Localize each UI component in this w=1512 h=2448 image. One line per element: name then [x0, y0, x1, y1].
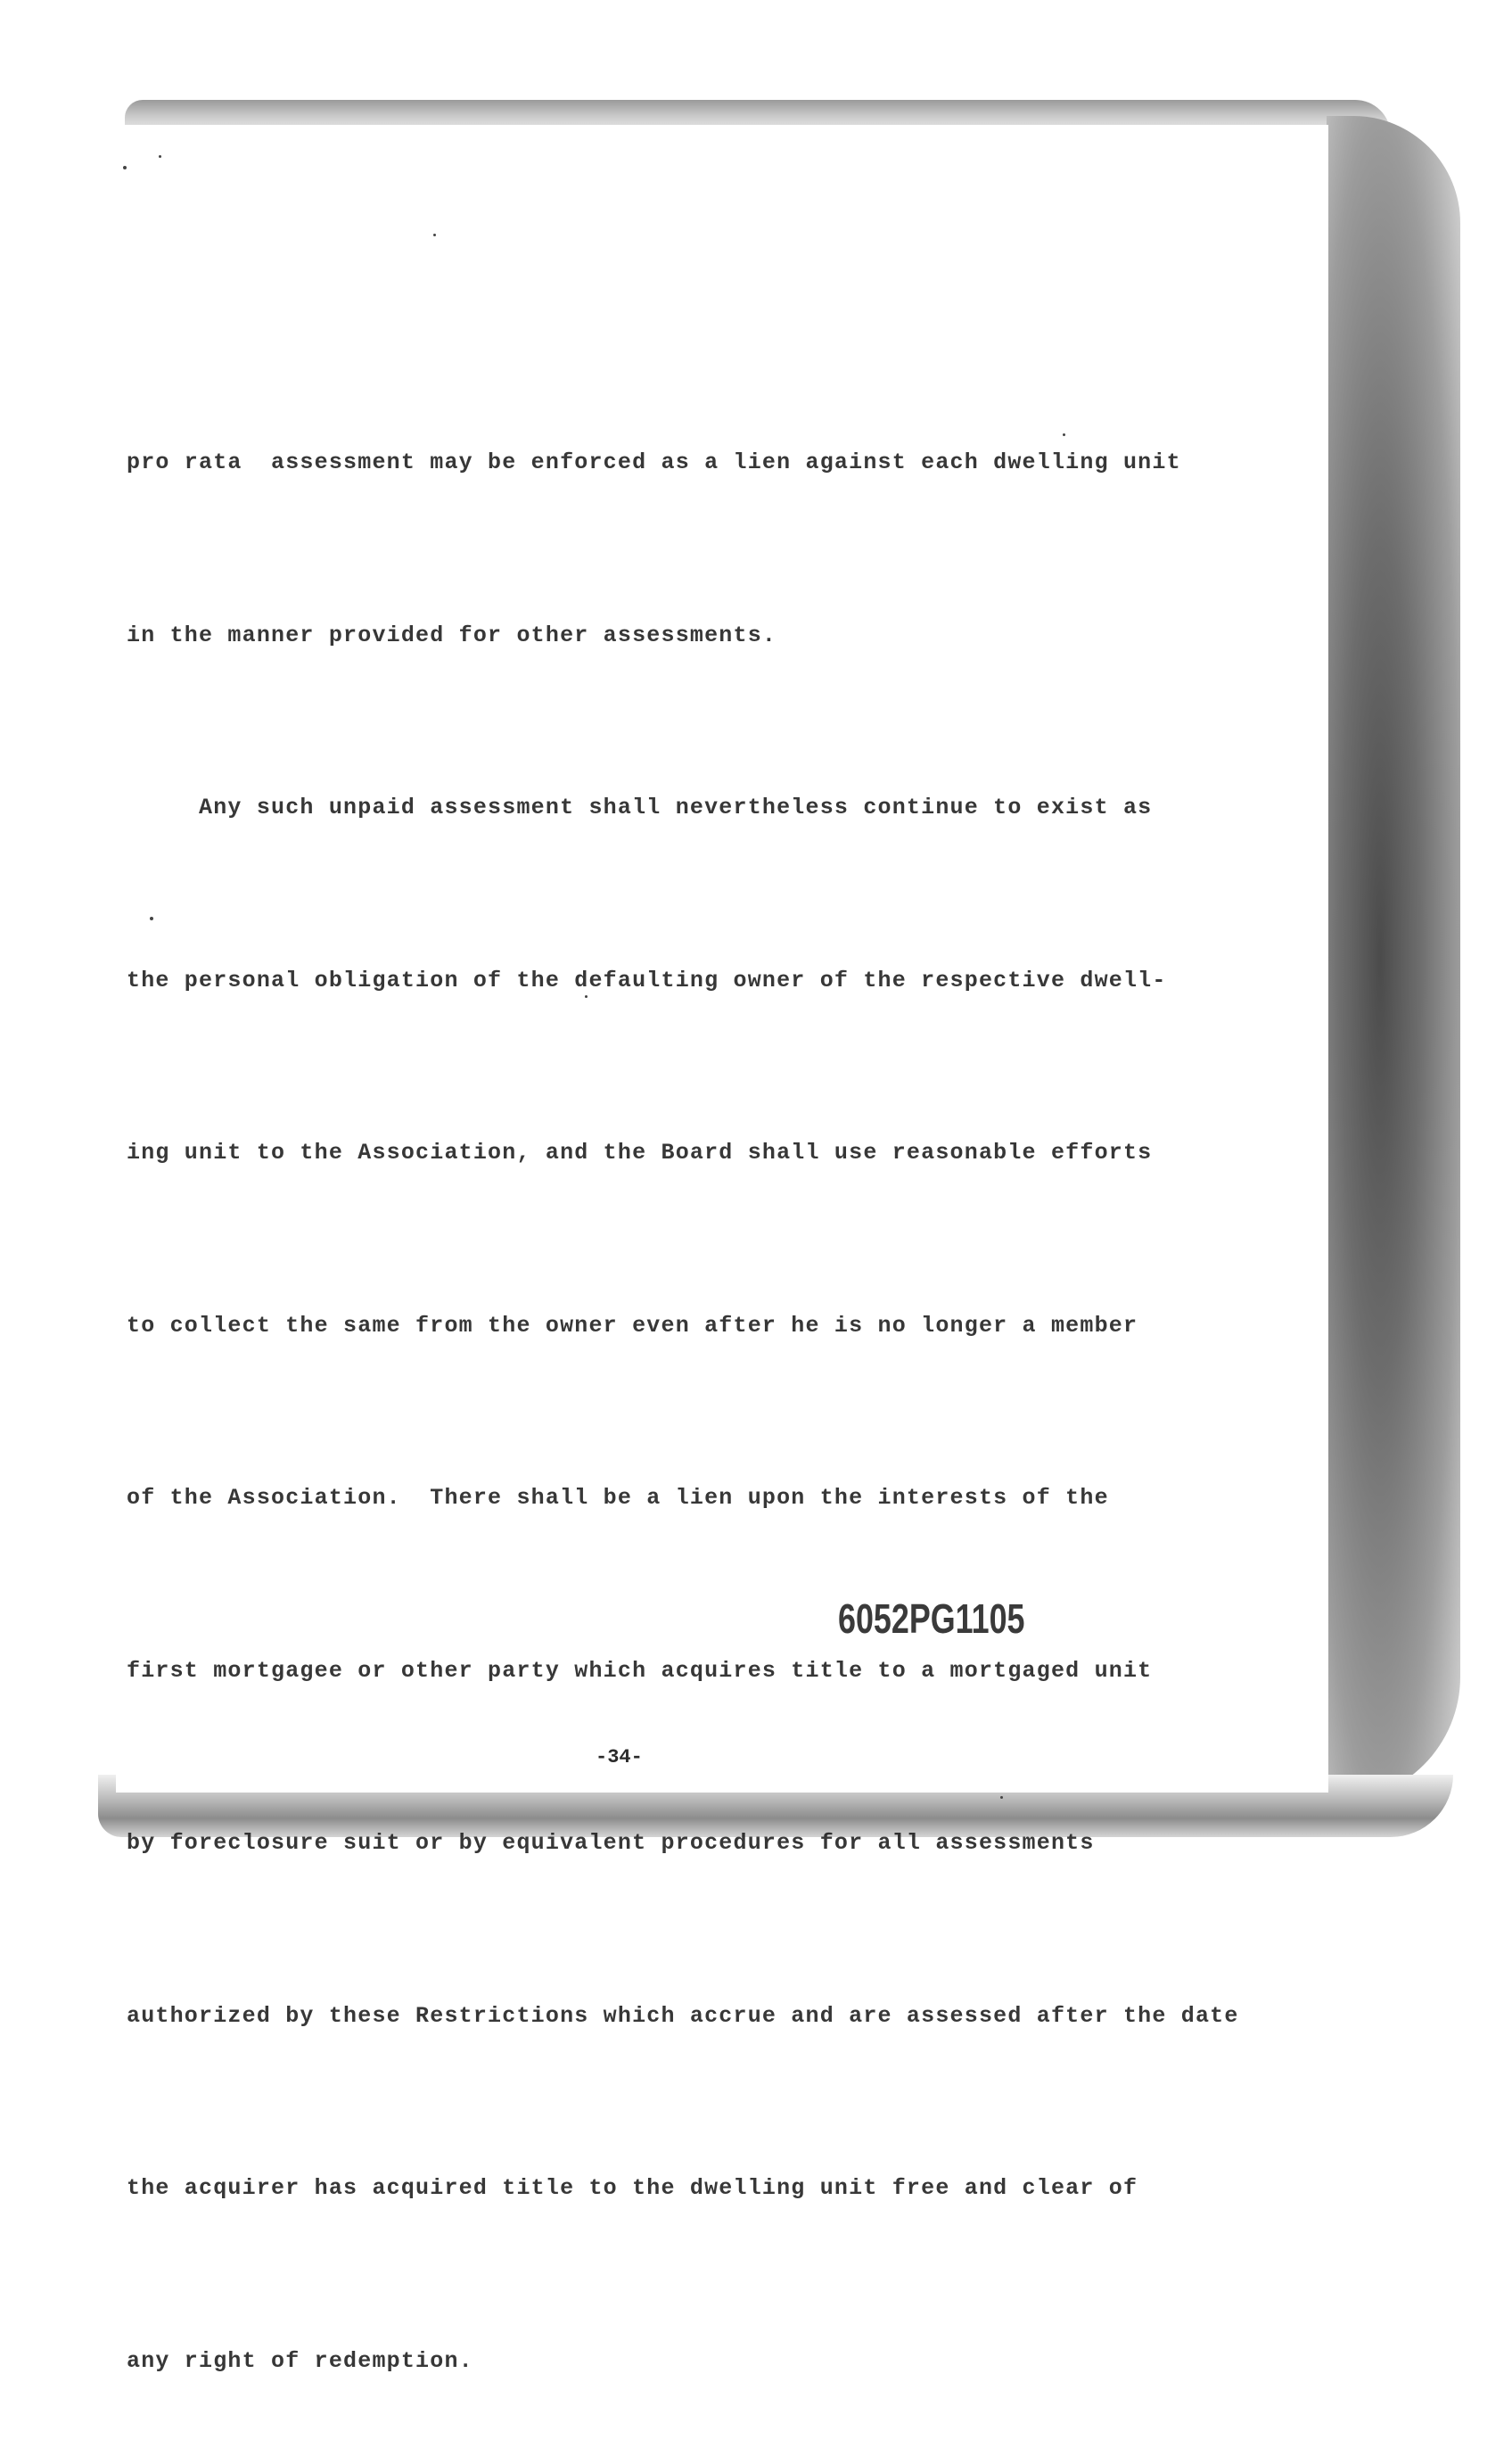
scan-speck: [433, 234, 436, 236]
page-number: -34-: [596, 1746, 643, 1768]
book-page-stamp: 6052PG1105: [838, 1595, 1025, 1642]
scan-border-right: [1327, 116, 1460, 1801]
scan-speck: [150, 917, 153, 920]
text-line: Any such unpaid assessment shall nevertheless continue to exist as: [127, 795, 1153, 820]
text-line: authorized by these Restrictions which accrue and are assessed after the date: [127, 2002, 1239, 2029]
scan-speck: [585, 995, 588, 998]
text-line: ing unit to the Association, and the Board shall use reasonable efforts: [127, 1140, 1153, 1166]
text-line: to collect the same from the owner even after he is no longer a member: [127, 1312, 1138, 1339]
text-line: the acquirer has acquired title to the dwelling unit free and clear of: [127, 2175, 1138, 2201]
scan-speck: [1063, 433, 1065, 436]
document-body: [127, 319, 1277, 2448]
text-line: of the Association. There shall be a lien upon the interests of the: [127, 1485, 1109, 1511]
text-line: the personal obligation of the defaulting owner of the respective dwell-: [127, 967, 1167, 993]
scan-speck: [1000, 1796, 1003, 1799]
text-line: pro rata assessment may be enforced as a lien against each dwelling unit: [127, 449, 1181, 475]
scan-speck: [123, 166, 127, 169]
text-line: in the manner provided for other assessments.: [127, 622, 777, 648]
text-line: by foreclosure suit or by equivalent procedures for all assessments: [127, 1830, 1095, 1856]
text-line: any right of redemption.: [127, 2347, 473, 2374]
scan-speck: [159, 155, 161, 158]
text-line: first mortgagee or other party which acquires title to a mortgaged unit: [127, 1657, 1153, 1684]
